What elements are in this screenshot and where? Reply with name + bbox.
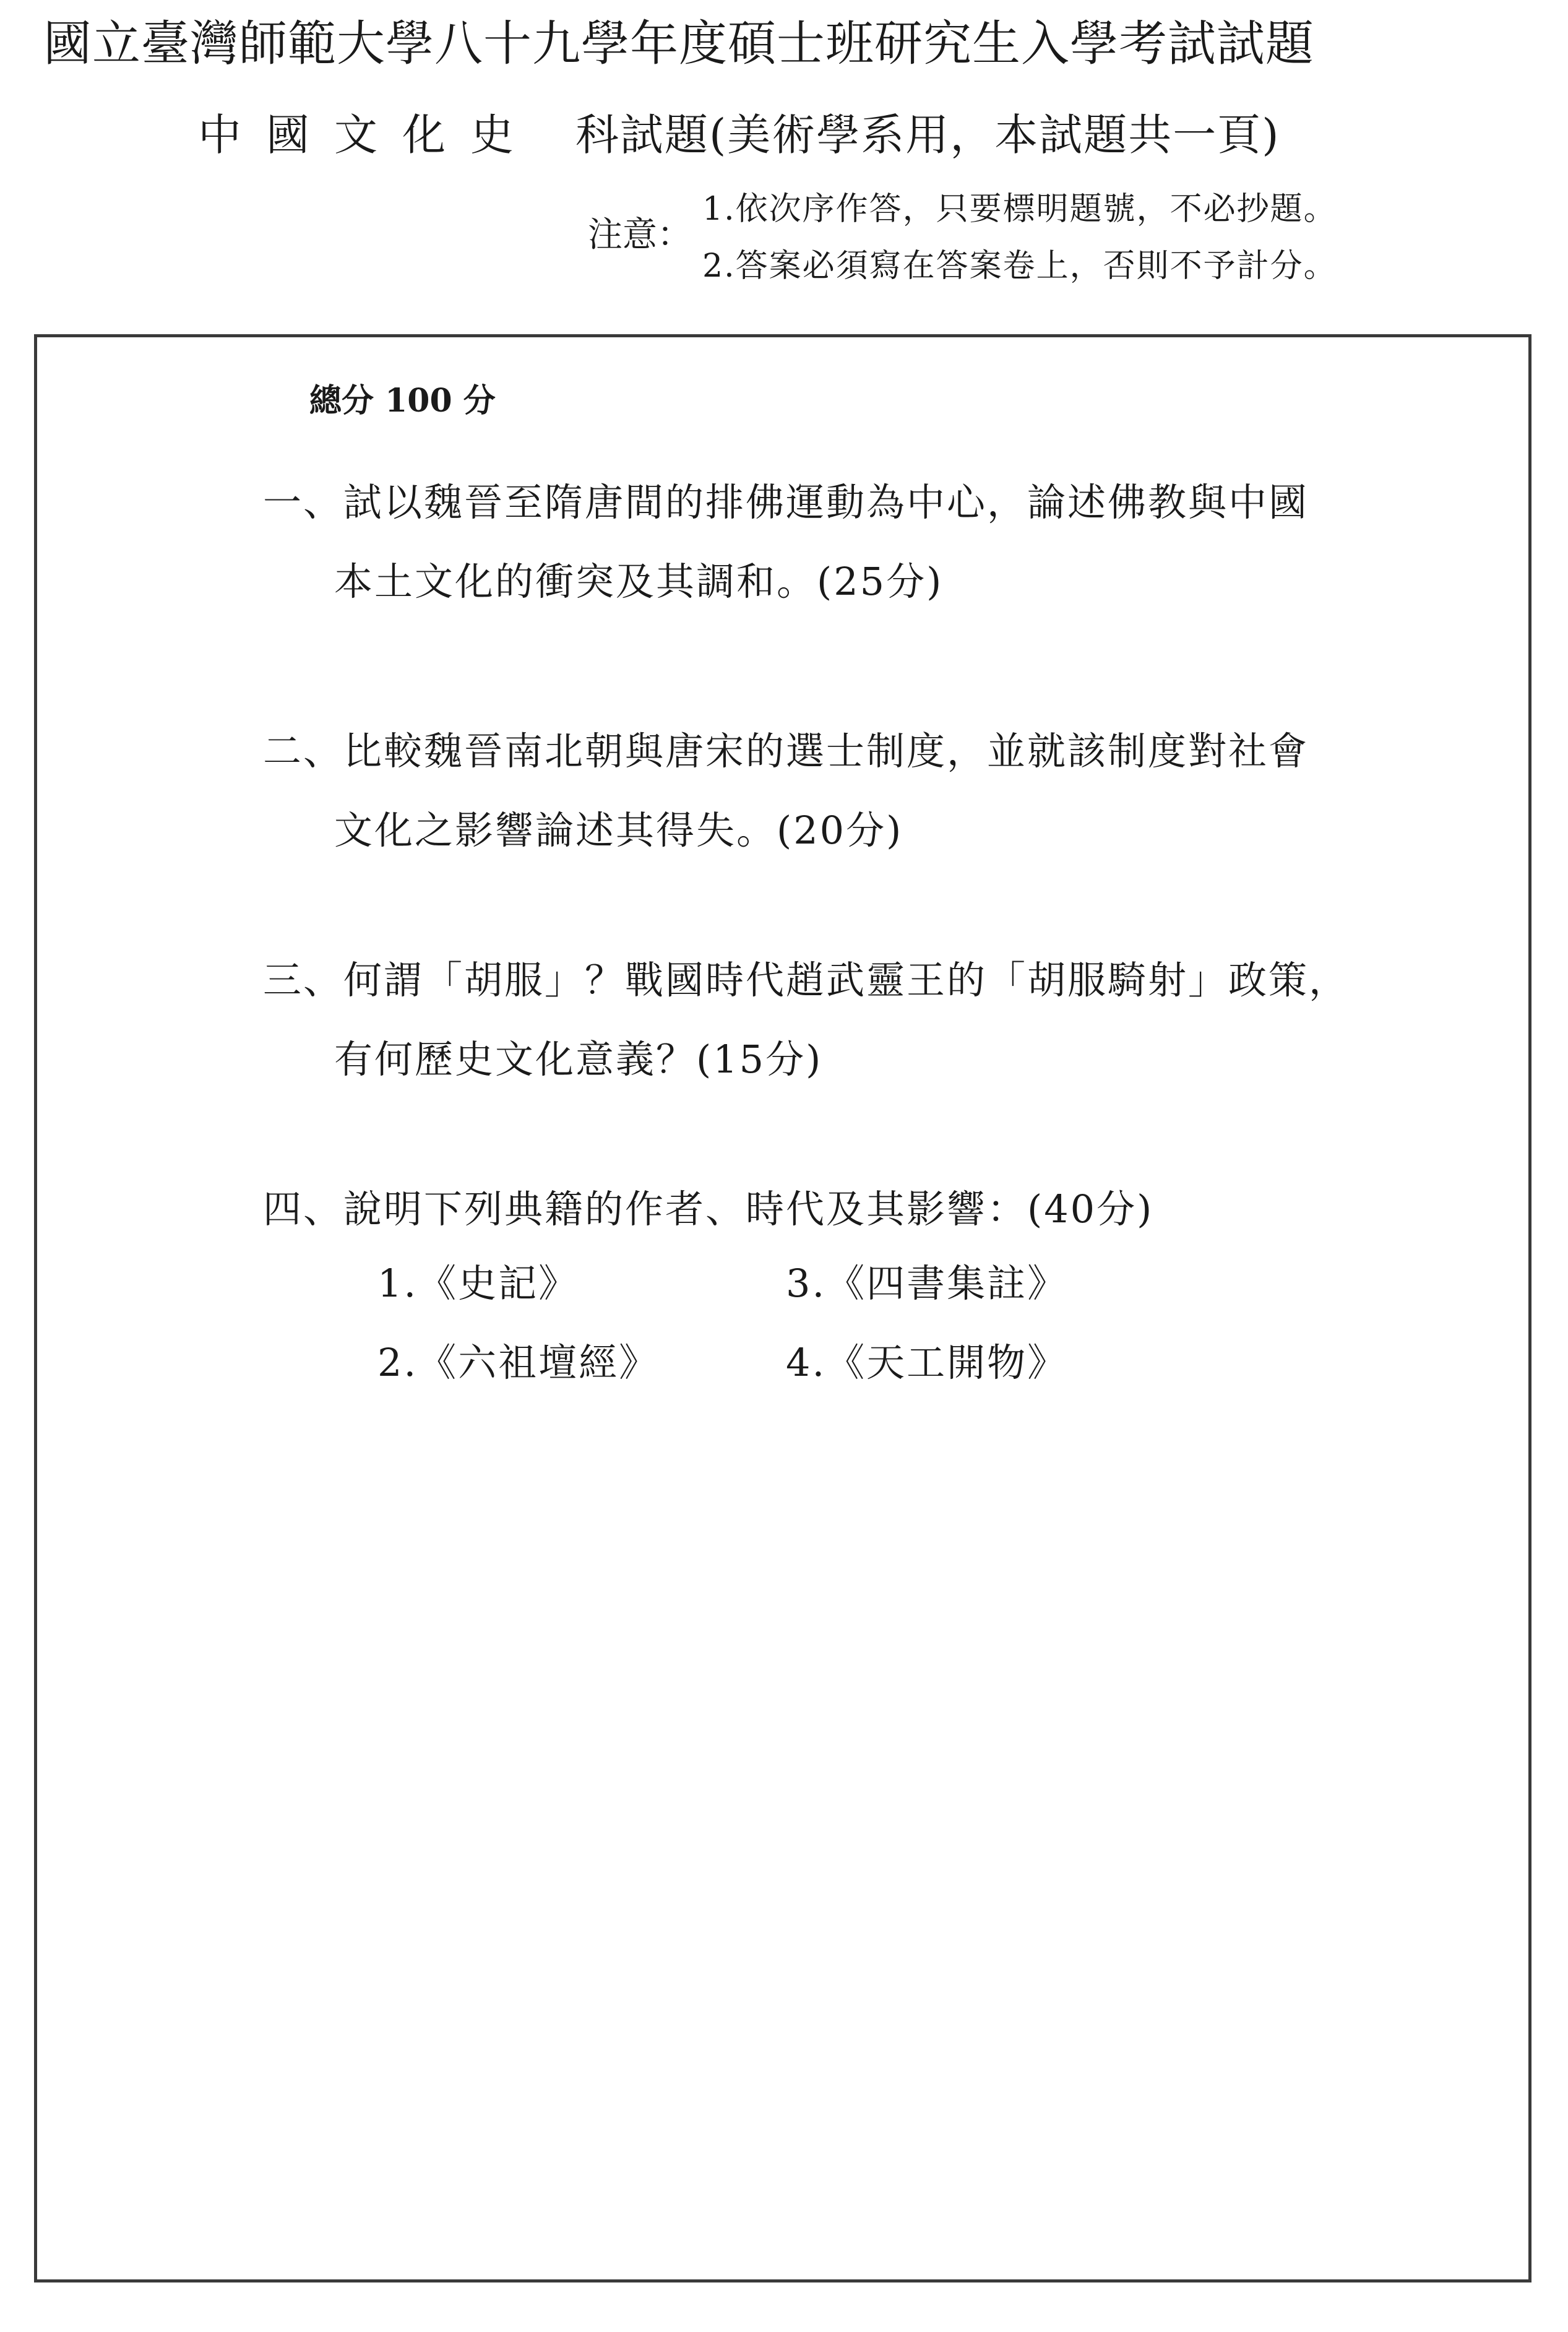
book-item: 4.《天工開物》 [786,1340,1068,1385]
question-2 [263,712,1309,870]
book-item: 3.《四書集註》 [786,1261,1068,1306]
exam-subtitle [198,104,1280,166]
question-line: 文化之影響論述其得失。(20分) [334,808,903,853]
exam-title: 國立臺灣師範大學八十九學年度碩士班研究生入學考試試題 [43,16,1315,72]
book-row [377,1244,1194,1323]
notice-label: 注意： [588,215,692,255]
question-line: 四、說明下列典籍的作者、時代及其影響：(40分) [263,1186,1154,1232]
question-1 [263,463,1309,621]
notice-item: 1.依次序作答，只要標明題號，不必抄題。 [702,191,1337,228]
question-line: 三、何謂「胡服」？戰國時代趙武靈王的「胡服騎射」政策， [263,957,1350,1003]
question-line: 一、試以魏晉至隋唐間的排佛運動為中心，論述佛教與中國 [263,480,1309,525]
question-line: 本土文化的衝突及其調和。(25分) [334,559,944,604]
question-line: 二、比較魏晉南北朝與唐宋的選士制度，並就該制度對社會 [263,728,1309,774]
book-item: 2.《六祖壇經》 [377,1340,660,1385]
book-item: 1.《史記》 [377,1261,579,1306]
notice-list [702,181,1337,295]
book-row [377,1323,1194,1402]
notice-item: 2.答案必須寫在答案卷上，否則不予計分。 [702,248,1337,285]
subtitle-detail: 科試題(美術學系用，本試題共一頁) [575,110,1280,160]
total-score: 總分 100 分 [309,382,496,420]
book-list [377,1244,1194,1402]
question-3 [263,941,1349,1099]
question-line: 有何歷史文化意義？(15分) [334,1037,823,1082]
subject-name: 中國文化史 [198,110,538,160]
question-4 [263,1170,1153,1249]
